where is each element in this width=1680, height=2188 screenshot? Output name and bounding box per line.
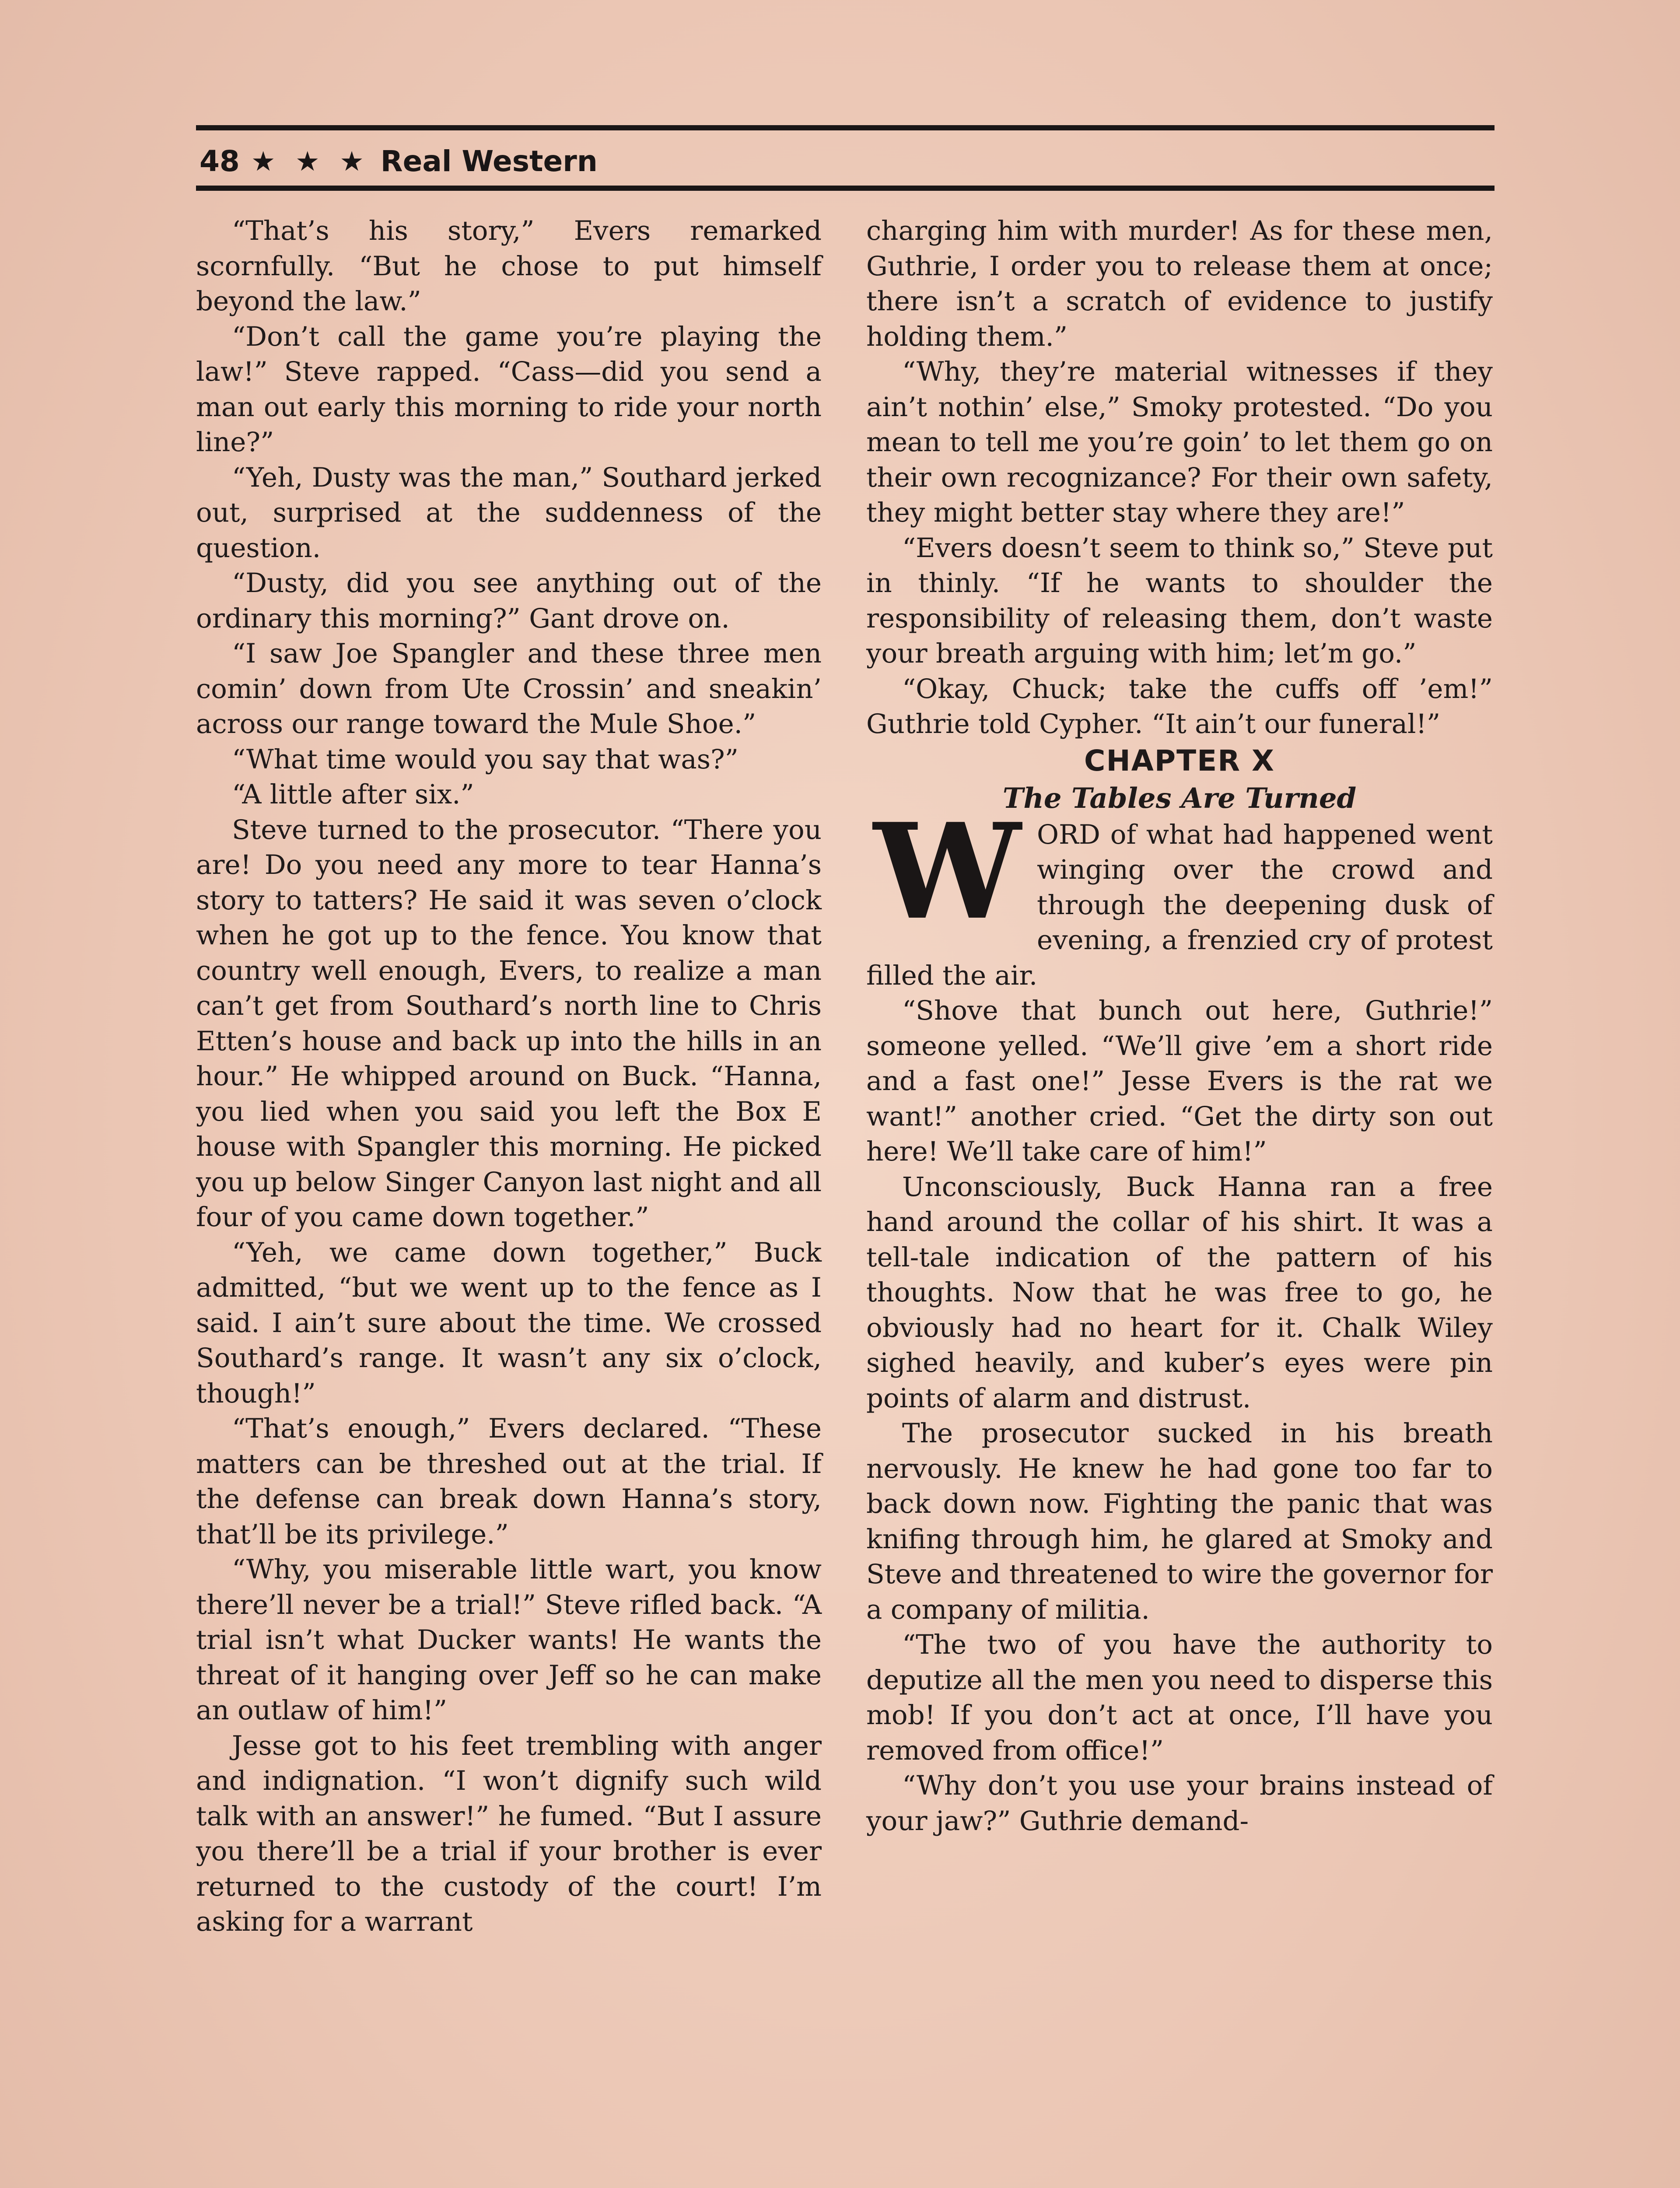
paragraph: “Yeh, Dusty was the man,” Southard jerked out, surprised at the suddenness of the question. (196, 462, 822, 564)
paragraph: Jesse got to his feet trembling with anger and indignation. “I won’t dignify such wild talk with an answer!” he fumed. “But I assure you there’ll be a trial if your brother is ever returned to the custody of the court! I’m asking for a warrant (196, 1730, 822, 1937)
header-top-rule (196, 125, 1494, 130)
paragraph: “Why, you miserable little wart, you know there’ll never be a trial!” Steve rifled back. “A trial isn’t what Ducker wants! He wants the threat of it hanging over Jeff so he can make an outlaw of him!” (196, 1554, 822, 1726)
paragraph: “What time would you say that was?” (232, 743, 738, 775)
paragraph: “Yeh, we came down together,” Buck admitted, “but we went up to the fence as I said. I ain’t sure about the time. We crossed Southard’s range. It wasn’t any six o’clock, though!” (196, 1237, 822, 1409)
star-icons: ★ ★ ★ (251, 145, 369, 177)
magazine-title: Real Western (380, 144, 598, 178)
drop-cap-w-icon (866, 794, 1028, 949)
paragraph: charging him with murder! As for these men, Guthrie, I order you to release them at once; there isn’t a scratch of evidence to justify holding them.” (866, 215, 1493, 352)
paragraph: “Don’t call the game you’re playing the law!” Steve rapped. “Cass—did you send a man out early this morning to ride your north line?” (196, 321, 822, 458)
paragraph: “Dusty, did you see anything out of the ordinary this morning?” Gant drove on. (196, 568, 822, 634)
header-bottom-rule (196, 186, 1494, 191)
chapter-heading: CHAPTER X (1084, 743, 1275, 778)
opening-text: ORD of what had happened went winging over the crowd and through the deepening dusk of evening, a frenzied cry of protest filled the air. (866, 819, 1493, 991)
paragraph: “A little after six.” (232, 779, 474, 810)
paragraph: The prosecutor sucked in his breath nervously. He knew he had gone too far to back down now. Fighting the panic that was knifing through him, he glared at Smoky and Steve and threatened to wire the governor for a company of militia. (866, 1418, 1493, 1625)
paragraph: “Okay, Chuck; take the cuffs off ’em!” Guthrie told Cypher. “It ain’t our funeral!” (866, 673, 1493, 740)
drop-cap-letter: W (873, 794, 1021, 949)
paragraph: “That’s enough,” Evers declared. “These matters can be threshed out at the trial. If the defense can break down Hanna’s story, that’ll be its privilege.” (196, 1413, 822, 1550)
chapter-title: The Tables Are Turned (1002, 782, 1357, 815)
paragraph: “The two of you have the authority to deputize all the men you need to disperse this mob! If you don’t act at once, I’ll have you removed from office!” (866, 1629, 1493, 1766)
right-column (866, 214, 1493, 1839)
paragraph: “Evers doesn’t seem to think so,” Steve put in thinly. “If he wants to shoulder the responsibility of releasing them, don’t waste your breath arguing with him; let’m go.” (866, 532, 1493, 669)
paragraph: “Why, they’re material witnesses if they ain’t nothin’ else,” Smoky protested. “Do you mean to tell me you’re goin’ to let them go on their own recognizance? For their own safety, they might better stay where they are!” (866, 356, 1493, 528)
paragraph: “Why don’t you use your brains instead of your jaw?” Guthrie demand- (866, 1770, 1493, 1837)
paragraph: “I saw Joe Spangler and these three men comin’ down from Ute Crossin’ and sneakin’ across our range toward the Mule Shoe.” (196, 638, 822, 740)
paragraph: “That’s his story,” Evers remarked scornfully. “But he chose to put himself beyond the law.” (196, 215, 822, 317)
paragraph: “Shove that bunch out here, Guthrie!” someone yelled. “We’ll give ’em a short ride and a fast one!” Jesse Evers is the rat we want!” another cried. “Get the dirty son out here! We’ll take care of him!” (866, 995, 1493, 1167)
page-number: 48 (200, 144, 240, 178)
paragraph: Unconsciously, Buck Hanna ran a free hand around the collar of his shirt. It was a tell-tale indication of the pattern of his thoughts. Now that he was free to go, he obviously had no heart for it. Chalk Wiley sighed heavily, and kuber’s eyes were pin points of alarm and distrust. (866, 1171, 1493, 1414)
paragraph: Steve turned to the prosecutor. “There you are! Do you need any more to tear Hanna’s story to tatters? He said it was seven o’clock when he got up to the fence. You know that country well enough, Evers, to realize a man can’t get from Southard’s north line to Chris Etten’s house and back up into the hills in an hour.” He whipped around on Buck. “Hanna, you lied when you said you left the Box E house with Spangler this morning. He picked you up below Singer Canyon last night and all four of you came down together.” (196, 814, 822, 1233)
running-header (200, 139, 598, 183)
left-column (196, 214, 822, 1940)
